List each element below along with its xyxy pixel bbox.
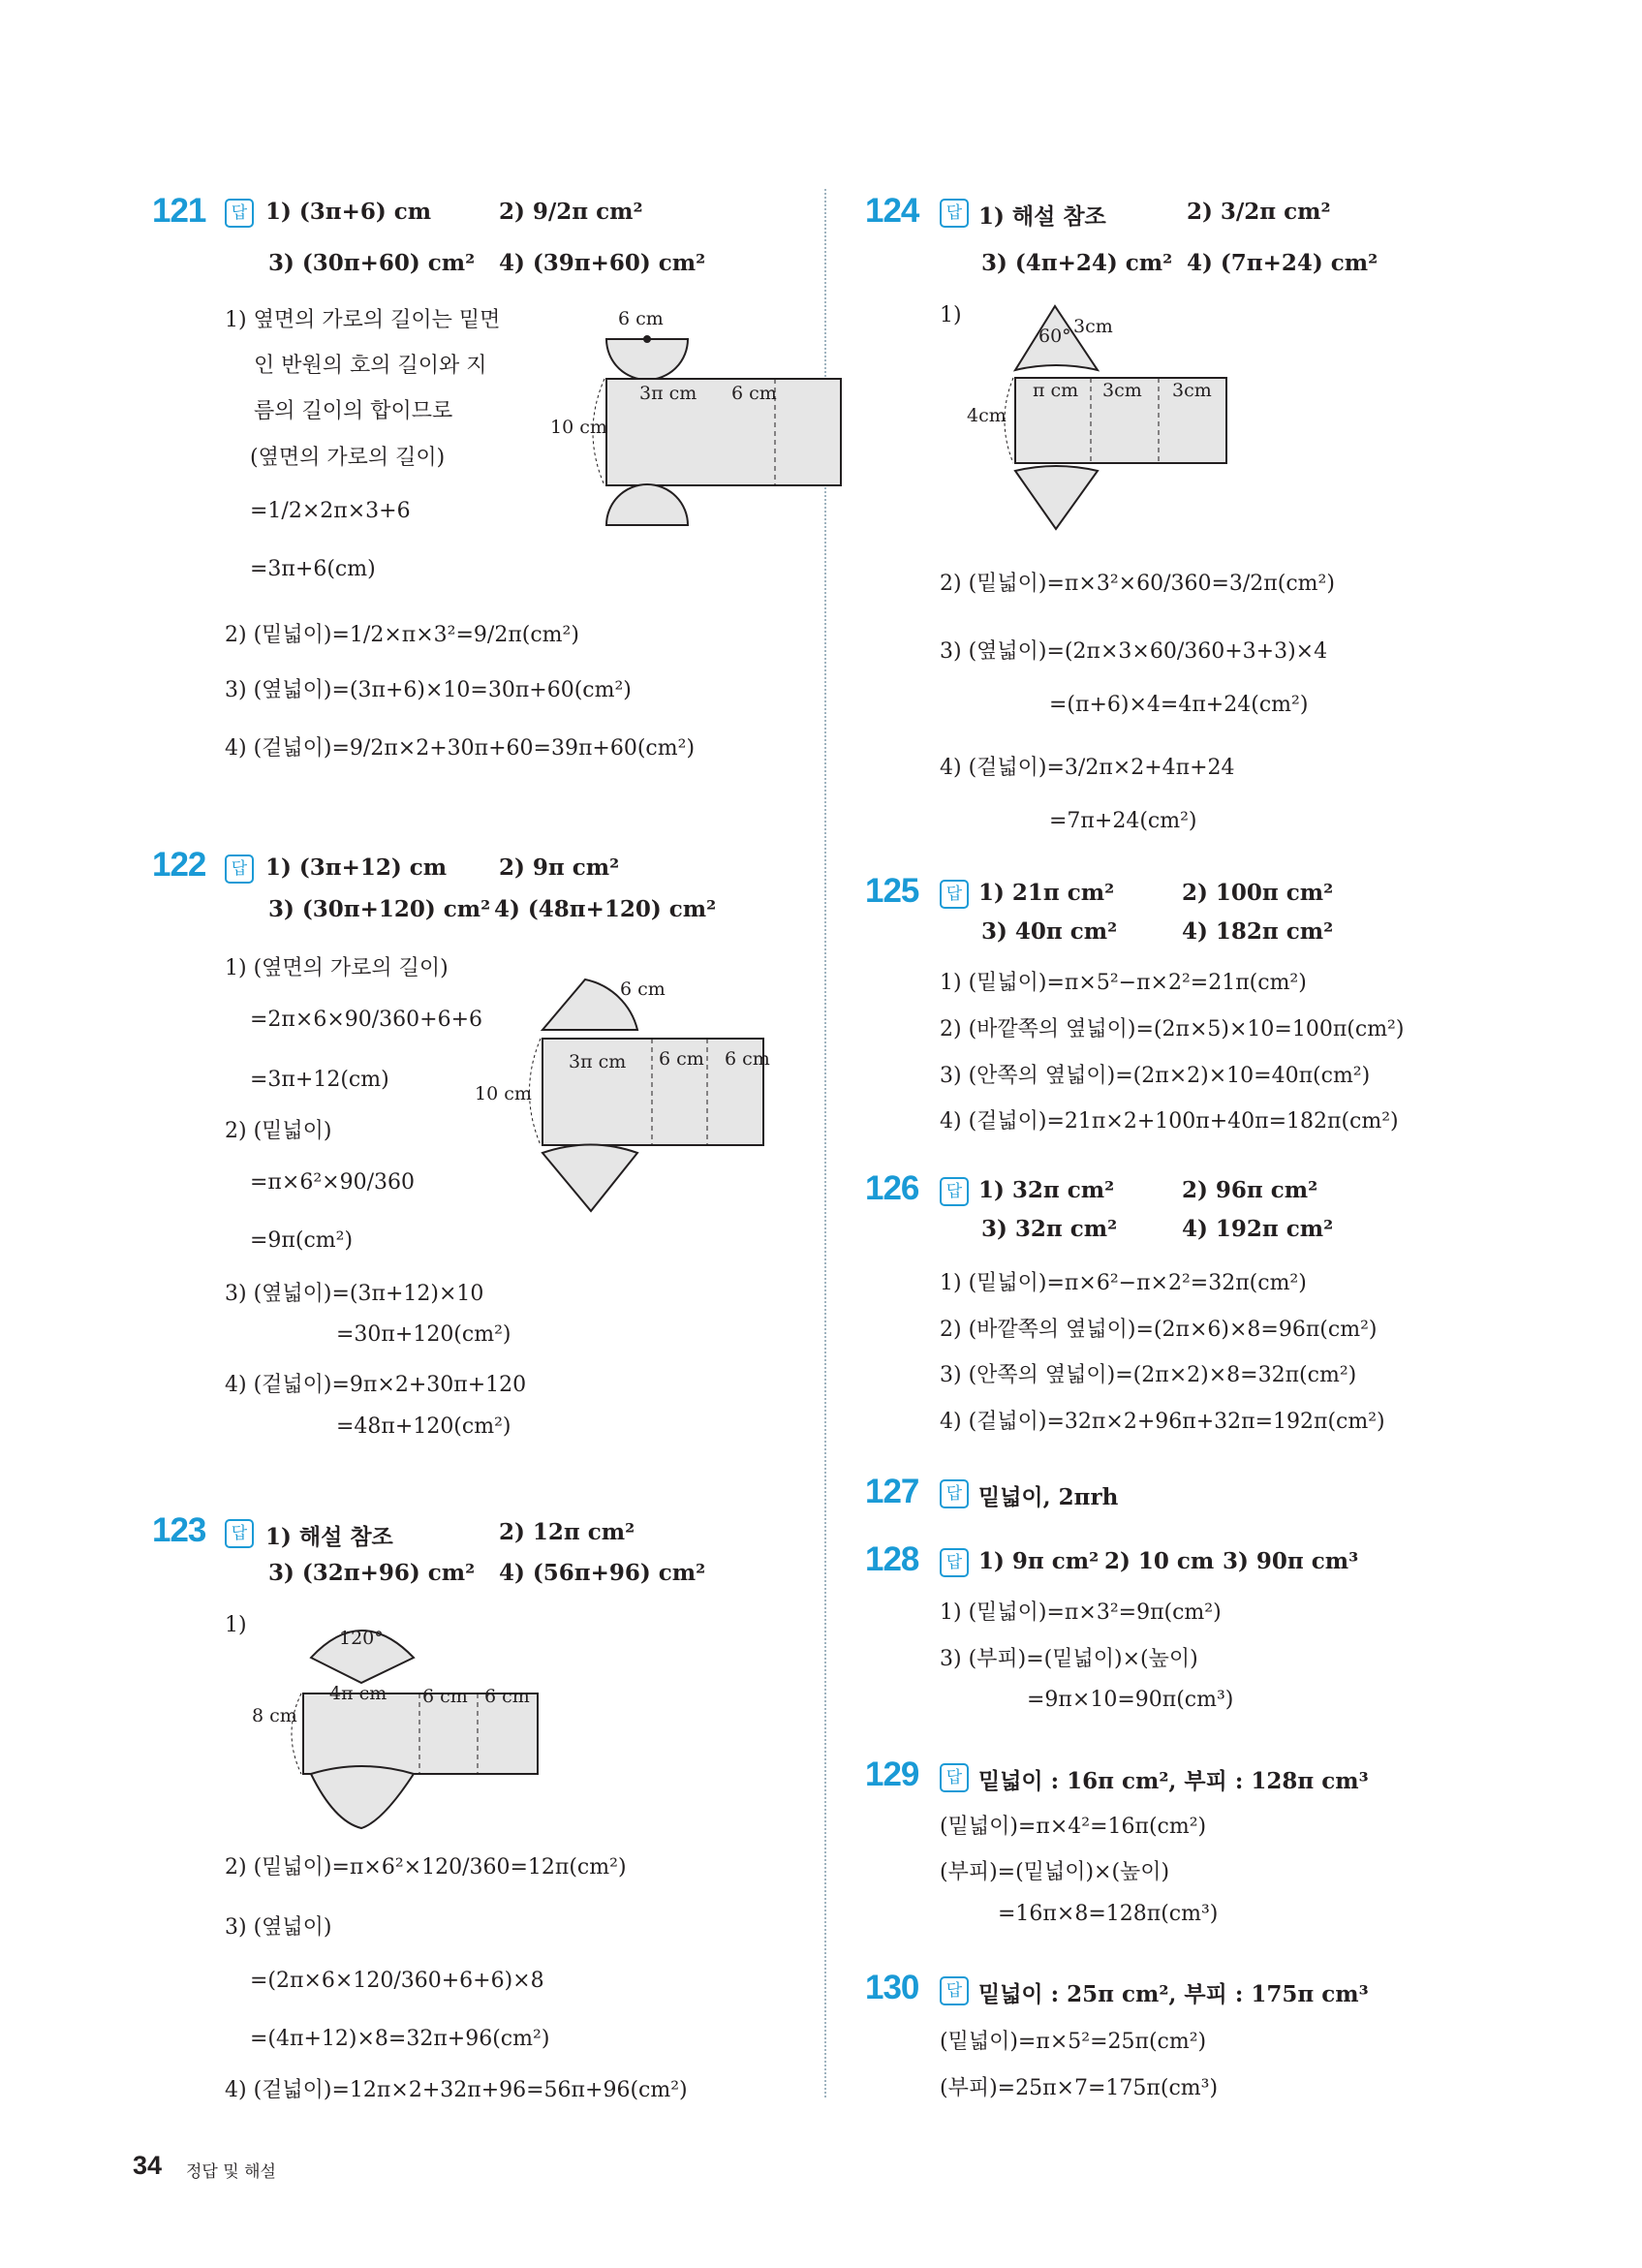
fig-label-angle: 60°: [1038, 326, 1071, 347]
solution-line: 2) (밑넓이)=π×6²×120/360=12π(cm²): [225, 1855, 627, 1880]
solution-line: (부피)=25π×7=175π(cm³): [940, 2076, 1219, 2100]
problem-number-121: 121: [152, 192, 206, 230]
fig-label-side: 6 cm: [484, 1686, 530, 1707]
solution-line: =1/2×2π×3+6: [250, 499, 411, 523]
solution-line: =(4π+12)×8=32π+96(cm²): [250, 2027, 550, 2051]
solution-line: =2π×6×90/360+6+6: [250, 1008, 483, 1032]
solution-line: =π×6²×90/360: [250, 1170, 415, 1195]
problem-number-126: 126: [865, 1169, 919, 1207]
solution-line: 3) (부피)=(밑넓이)×(높이): [940, 1647, 1198, 1671]
answer-2: 2) 96π cm²: [1182, 1177, 1318, 1203]
solution-line: 3) (안쪽의 옆넓이)=(2π×2)×8=32π(cm²): [940, 1363, 1357, 1387]
answer-4: 4) 192π cm²: [1182, 1216, 1334, 1242]
solution-line: 3) (옆넓이)=(3π+6)×10=30π+60(cm²): [225, 678, 632, 702]
solution-line: 4) (겉넓이)=32π×2+96π+32π=192π(cm²): [940, 1410, 1385, 1434]
answer: 밑넓이 : 16π cm², 부피 : 128π cm³: [978, 1768, 1369, 1794]
answer-badge: 답: [940, 199, 969, 228]
answer: 밑넓이 : 25π cm², 부피 : 175π cm³: [978, 1981, 1369, 2007]
solution-line: 인 반원의 호의 길이와 지: [254, 354, 487, 378]
fig-label-top: 6 cm: [618, 308, 664, 329]
answer-badge: 답: [940, 1976, 969, 2005]
solution-line: 1) 옆면의 가로의 길이는 밑면: [225, 308, 501, 332]
solution-line: 4) (겉넓이)=12π×2+32π+96=56π+96(cm²): [225, 2078, 688, 2102]
answer-1: 1) (3π+12) cm: [265, 854, 448, 881]
answer-3: 3) (4π+24) cm²: [981, 250, 1173, 276]
solution-line: (밑넓이)=π×4²=16π(cm²): [940, 1815, 1207, 1839]
answer-3: 3) 40π cm²: [981, 918, 1118, 945]
answer-badge: 답: [940, 1177, 969, 1206]
solution-line: 3) (옆넓이): [225, 1915, 332, 1940]
problem-number-124: 124: [865, 192, 919, 230]
answer-badge: 답: [940, 1763, 969, 1792]
fig-label-radius: 3cm: [1073, 316, 1113, 337]
footer-title: 정답 및 해설: [186, 2162, 276, 2182]
answer-4: 4) 182π cm²: [1182, 918, 1334, 945]
problem-number-130: 130: [865, 1969, 919, 2006]
answer-3: 3) (30π+120) cm²: [268, 896, 491, 922]
solution-line: 름의 길이의 합이므로: [254, 399, 453, 423]
answer-4: 4) (56π+96) cm²: [499, 1560, 706, 1586]
fig-label-height: 10 cm: [550, 417, 607, 438]
solution-line: =3π+6(cm): [250, 557, 376, 581]
answer-badge: 답: [225, 1519, 254, 1548]
answer-2: 2) 9/2π cm²: [499, 199, 643, 225]
problem-number-122: 122: [152, 846, 206, 884]
fig-label-side: 3cm: [1172, 380, 1212, 401]
fig-label-height: 4cm: [967, 405, 1007, 426]
answer-1: 1) 9π cm²: [978, 1548, 1100, 1574]
solution-line: 2) (바깥쪽의 옆넓이)=(2π×5)×10=100π(cm²): [940, 1017, 1405, 1041]
solution-line: =(2π×6×120/360+6+6)×8: [250, 1969, 544, 1993]
answer-4: 4) (7π+24) cm²: [1187, 250, 1379, 276]
solution-line: 3) (안쪽의 옆넓이)=(2π×2)×10=40π(cm²): [940, 1064, 1371, 1088]
solution-line: 1): [225, 1613, 247, 1637]
answer-1: 1) 32π cm²: [978, 1177, 1115, 1203]
answer-3: 3) (30π+60) cm²: [268, 250, 476, 276]
answer-4: 4) (48π+120) cm²: [494, 896, 717, 922]
problem-number-125: 125: [865, 872, 919, 910]
solution-line: =30π+120(cm²): [336, 1322, 511, 1347]
fig-label-side: 6 cm: [659, 1048, 704, 1070]
problem-number-123: 123: [152, 1511, 206, 1549]
answer-badge: 답: [940, 1479, 969, 1508]
fig-label-height: 8 cm: [252, 1705, 297, 1726]
answer-3: 3) 90π cm³: [1223, 1548, 1359, 1574]
solution-line: 4) (겉넓이)=9/2π×2+30π+60=39π+60(cm²): [225, 736, 696, 761]
solution-line: (옆면의 가로의 길이): [250, 446, 446, 470]
fig-label-arc: 4π cm: [329, 1683, 387, 1704]
answer-1: 1) 21π cm²: [978, 880, 1115, 906]
page-number: 34: [133, 2151, 163, 2180]
fig-label-height: 10 cm: [475, 1083, 532, 1104]
fig-label-arc: 3π cm: [569, 1051, 627, 1072]
solution-line: 2) (밑넓이)=1/2×π×3²=9/2π(cm²): [225, 623, 579, 647]
answer-1: 1) (3π+6) cm: [265, 199, 432, 225]
answer-2: 2) 3/2π cm²: [1187, 199, 1331, 225]
solution-line: =9π×10=90π(cm³): [1027, 1688, 1234, 1712]
answer: 밑넓이, 2πrh: [978, 1484, 1119, 1510]
answer-1: 1) 해설 참조: [265, 1524, 393, 1550]
solution-line: 4) (겉넓이)=3/2π×2+4π+24: [940, 756, 1235, 780]
problem-number-129: 129: [865, 1755, 919, 1793]
answer-3: 3) 32π cm²: [981, 1216, 1118, 1242]
solution-line: 2) (밑넓이)=π×3²×60/360=3/2π(cm²): [940, 572, 1335, 596]
answer-4: 4) (39π+60) cm²: [499, 250, 706, 276]
fig-label-angle: 120°: [339, 1628, 384, 1649]
fig-label-radius: 6 cm: [620, 979, 666, 1000]
solution-line: =48π+120(cm²): [336, 1414, 511, 1439]
solution-line: 3) (옆넓이)=(3π+12)×10: [225, 1282, 484, 1306]
answer-badge: 답: [225, 854, 254, 884]
solution-line: 4) (겉넓이)=9π×2+30π+120: [225, 1373, 527, 1397]
problem-number-127: 127: [865, 1473, 919, 1510]
solution-line: =(π+6)×4=4π+24(cm²): [1049, 693, 1309, 717]
solution-line: 4) (겉넓이)=21π×2+100π+40π=182π(cm²): [940, 1109, 1399, 1134]
answer-badge: 답: [225, 199, 254, 228]
answer-2: 2) 10 cm: [1104, 1548, 1215, 1574]
fig-label-arc: π cm: [1033, 380, 1079, 401]
solution-line: =9π(cm²): [250, 1228, 354, 1253]
answer-badge: 답: [940, 880, 969, 909]
solution-line: 1) (옆면의 가로의 길이): [225, 956, 449, 980]
solution-line: 1): [940, 303, 962, 327]
solution-line: =3π+12(cm): [250, 1068, 389, 1092]
fig-label-side: 6 cm: [725, 1048, 770, 1070]
solution-line: (부피)=(밑넓이)×(높이): [940, 1860, 1170, 1884]
solution-line: 2) (밑넓이): [225, 1119, 332, 1143]
solution-line: 1) (밑넓이)=π×5²−π×2²=21π(cm²): [940, 971, 1307, 995]
answer-2: 2) 12π cm²: [499, 1519, 635, 1545]
problem-number-128: 128: [865, 1540, 919, 1578]
fig-label-side: 6 cm: [422, 1686, 468, 1707]
answer-2: 2) 9π cm²: [499, 854, 620, 881]
solution-line: 1) (밑넓이)=π×6²−π×2²=32π(cm²): [940, 1271, 1307, 1295]
answer-3: 3) (32π+96) cm²: [268, 1560, 476, 1586]
fig-label-side: 3cm: [1102, 380, 1142, 401]
solution-line: 1) (밑넓이)=π×3²=9π(cm²): [940, 1600, 1222, 1625]
solution-line: (밑넓이)=π×5²=25π(cm²): [940, 2030, 1207, 2054]
solution-line: =16π×8=128π(cm³): [998, 1902, 1219, 1926]
fig-label-side: 6 cm: [731, 383, 777, 404]
fig-label-arc: 3π cm: [639, 383, 697, 404]
answer-badge: 답: [940, 1548, 969, 1577]
answer-1: 1) 해설 참조: [978, 203, 1106, 230]
solution-line: 3) (옆넓이)=(2π×3×60/360+3+3)×4: [940, 639, 1328, 664]
solution-line: =7π+24(cm²): [1049, 809, 1197, 833]
solution-line: 2) (바깥쪽의 옆넓이)=(2π×6)×8=96π(cm²): [940, 1318, 1378, 1342]
answer-2: 2) 100π cm²: [1182, 880, 1334, 906]
